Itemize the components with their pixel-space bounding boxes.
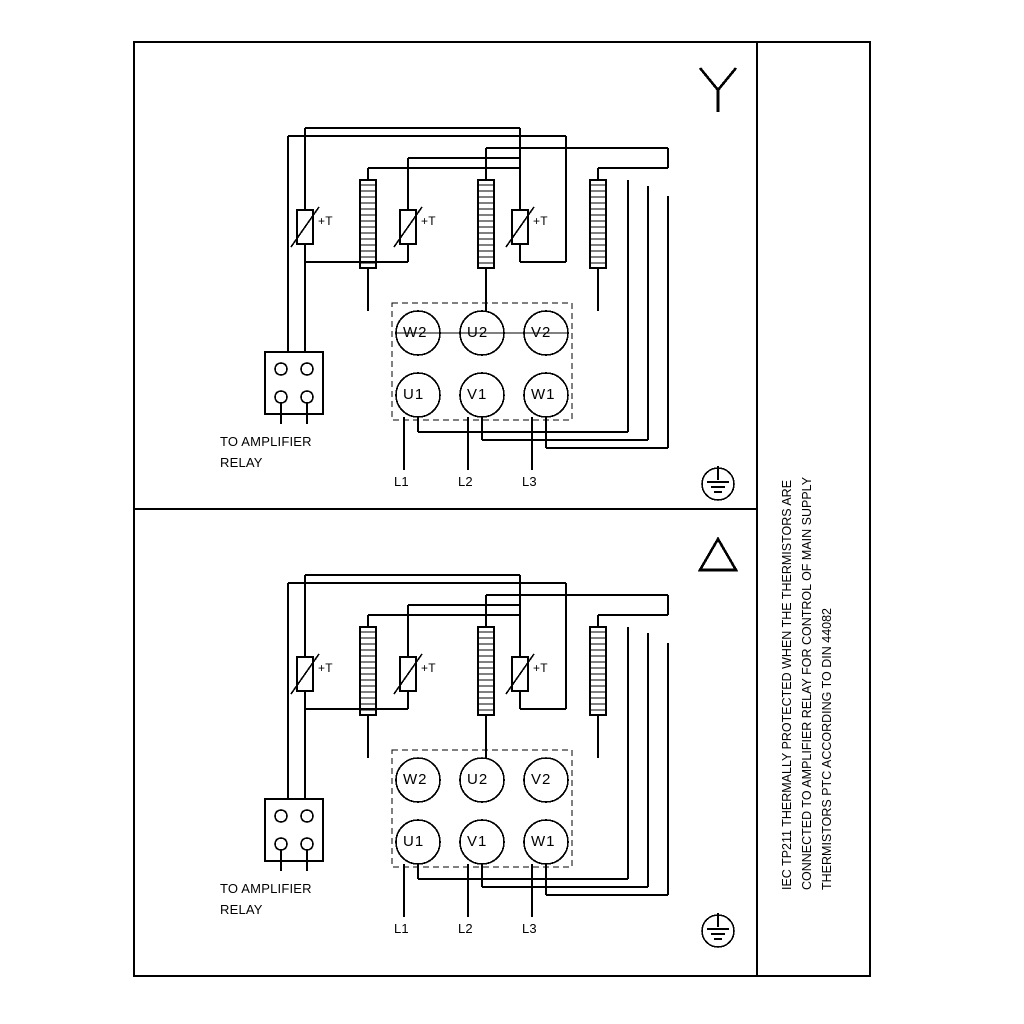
amplifier-terminal-block-delta	[265, 799, 323, 871]
thermistor-3-delta	[506, 643, 534, 709]
terminal-label-v1-delta: V1	[467, 833, 488, 850]
thermistor-label-2-delta: +T	[421, 661, 436, 675]
amplifier-label-line2-star: RELAY	[220, 455, 263, 470]
amplifier-label-line1-delta: TO AMPLIFIER	[220, 881, 312, 896]
delta-symbol	[700, 539, 736, 570]
thermistor-label-2-star: +T	[421, 214, 436, 228]
winding-3-star	[590, 168, 606, 311]
winding-1-star	[360, 168, 376, 311]
winding-2-star	[478, 152, 494, 311]
amplifier-label-line2-delta: RELAY	[220, 902, 263, 917]
terminal-label-w1-delta: W1	[531, 833, 556, 850]
thermistor-1-star	[291, 196, 319, 262]
supply-label-l3-star: L3	[522, 474, 537, 489]
thermistor-3-star	[506, 196, 534, 262]
earth-ground-symbol-star	[702, 466, 734, 500]
wye-symbol	[700, 68, 736, 112]
supply-label-l3-delta: L3	[522, 921, 537, 936]
winding-3-delta	[590, 615, 606, 758]
supply-label-l2-delta: L2	[458, 921, 473, 936]
terminal-label-w2-delta: W2	[403, 771, 428, 788]
supply-label-l1-delta: L1	[394, 921, 409, 936]
amplifier-label-line1-star: TO AMPLIFIER	[220, 434, 312, 449]
thermistor-label-1-star: +T	[318, 214, 333, 228]
thermistor-label-3-delta: +T	[533, 661, 548, 675]
thermistor-label-1-delta: +T	[318, 661, 333, 675]
supply-label-l2-star: L2	[458, 474, 473, 489]
terminal-label-u2-star: U2	[467, 324, 489, 341]
side-note-line3: THERMISTORS PTC ACCORDING TO DIN 44082	[820, 607, 834, 890]
terminal-label-u2-delta: U2	[467, 771, 489, 788]
terminal-label-u1-star: U1	[403, 386, 425, 403]
terminal-label-v2-star: V2	[531, 324, 552, 341]
panel-star	[265, 68, 736, 500]
terminal-label-u1-delta: U1	[403, 833, 425, 850]
terminal-label-w1-star: W1	[531, 386, 556, 403]
panel-delta	[265, 539, 736, 947]
side-note-line2: CONNECTED TO AMPLIFIER RELAY FOR CONTROL OF MAIN SUPPLY	[800, 476, 814, 890]
supply-label-l1-star: L1	[394, 474, 409, 489]
terminal-label-v2-delta: V2	[531, 771, 552, 788]
thermistor-label-3-star: +T	[533, 214, 548, 228]
terminal-label-v1-star: V1	[467, 386, 488, 403]
thermistor-1-delta	[291, 643, 319, 709]
amplifier-terminal-block-star	[265, 352, 323, 424]
side-note-line1: IEC TP211 THERMALLY PROTECTED WHEN THE THERMISTORS ARE	[780, 479, 794, 890]
winding-1-delta	[360, 615, 376, 758]
terminal-label-w2-star: W2	[403, 324, 428, 341]
winding-2-delta	[478, 599, 494, 758]
earth-ground-symbol-delta	[702, 913, 734, 947]
